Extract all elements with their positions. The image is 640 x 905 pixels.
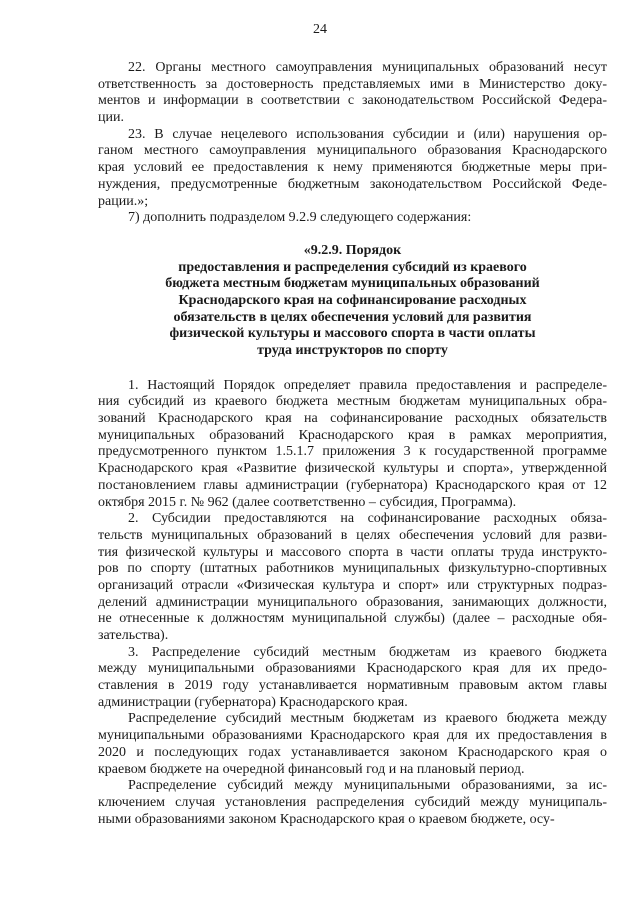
title-line: физической культуры и массового спорта в части оплаты bbox=[169, 326, 536, 342]
title-line: предоставления и распределения субсидий из краевого bbox=[178, 259, 527, 275]
bottom-paragraphs bbox=[98, 378, 607, 829]
paragraph bbox=[98, 378, 607, 512]
text-line: предусмотренного пунктом 1.5.1.7 приложения 3 к государственной программе bbox=[98, 444, 607, 460]
text-line: между муниципальными образованиями Краснодарского края для их предо- bbox=[98, 661, 607, 677]
paragraph bbox=[98, 60, 607, 127]
title-line: бюджета местным бюджетам муниципальных образований bbox=[165, 276, 540, 292]
text-line: постановлением главы администрации (губернатора) Краснодарского края от 12 bbox=[98, 477, 607, 493]
text-line: зательства). bbox=[98, 628, 169, 643]
title-line: «9.2.9. Порядок bbox=[303, 242, 402, 258]
top-paragraphs bbox=[98, 60, 607, 227]
text-line: не отнесенные к должностям муниципальной службы) (далее – расходные обя- bbox=[98, 611, 607, 627]
paragraph bbox=[98, 210, 607, 227]
text-line: ставления в 2019 году устанавливается нормативным правовым актом главы bbox=[98, 678, 607, 694]
text-line: ния субсидий из краевого бюджета местным бюджетам муниципальных обра- bbox=[98, 394, 607, 410]
text-line: ными образованиями законом Краснодарского края о краевом бюджете, осу- bbox=[98, 811, 555, 827]
document-body bbox=[98, 60, 607, 828]
text-line: ганом местного самоуправления муниципального образования Краснодарского bbox=[98, 143, 607, 159]
text-line: ключением случая установления распределения субсидий между муниципаль- bbox=[98, 794, 607, 810]
title-line: труда инструкторов по спорту bbox=[257, 343, 448, 358]
text-line: муниципальными образованиями Краснодарского края для их предоставления в bbox=[98, 728, 607, 744]
text-line: 2020 и последующих годах устанавливается законом Краснодарского края о bbox=[98, 744, 607, 760]
text-line: ментов и информации в соответствии с законодательством Российской Федера- bbox=[98, 93, 607, 109]
title-line: Краснодарского края на софинансирование расходных bbox=[178, 292, 527, 308]
text-line: тия физической культуры и массового спорта в части оплаты труда инструкто- bbox=[98, 544, 607, 560]
text-line: организаций отрасли «Физическая культура и спорт» или структурных подраз- bbox=[98, 577, 607, 593]
paragraph bbox=[98, 127, 607, 210]
text-line: ров по спорту (штатных работников муниципальных физкультурно-спортивных bbox=[98, 561, 607, 577]
text-line: муниципальных образований Краснодарского края в рамках мероприятия, bbox=[98, 427, 607, 443]
text-line: Распределение субсидий между муниципальными образованиями, за ис- bbox=[128, 778, 607, 794]
text-line: краевом бюджете на очередной финансовый год и на плановый период. bbox=[98, 761, 525, 777]
text-line: нуждения, предусмотренные бюджетным законодательством Российской Феде- bbox=[98, 176, 607, 192]
text-line: администрации (губернатора) Краснодарского края. bbox=[98, 694, 408, 710]
text-line: Краснодарского края «Развитие физической культуры и спорта», утвержденной bbox=[98, 461, 607, 477]
paragraph bbox=[98, 711, 607, 778]
text-line: зований Краснодарского края на софинансирование расходных обязательств bbox=[98, 411, 607, 427]
text-line: 7) дополнить подразделом 9.2.9 следующего содержания: bbox=[128, 210, 472, 226]
paragraph bbox=[98, 778, 607, 828]
paragraph bbox=[98, 511, 607, 645]
text-line: ции. bbox=[98, 110, 124, 126]
text-line: 3. Распределение субсидий местным бюджетам из краевого бюджета bbox=[128, 644, 607, 660]
text-line: октября 2015 г. № 962 (далее соответственно – субсидия, Программа). bbox=[98, 494, 517, 510]
text-line: рации.»; bbox=[98, 193, 149, 209]
text-line: делений администрации муниципального образования, занимающих должности, bbox=[98, 594, 607, 610]
page-number: 24 bbox=[313, 22, 327, 37]
text-line: 23. В случае нецелевого использования субсидии и (или) нарушения ор- bbox=[128, 126, 607, 142]
text-line: ответственность за достоверность представляемых ими в Министерство доку- bbox=[98, 76, 607, 92]
text-line: тельств муниципальных образований в целях обеспечения условий для разви- bbox=[98, 527, 607, 543]
text-line: 1. Настоящий Порядок определяет правила предоставления и распределе- bbox=[128, 377, 607, 393]
text-line: 2. Субсидии предоставляются на софинансирование расходных обяза- bbox=[128, 511, 607, 527]
text-line: края условий ее предоставления к нему применяются бюджетные меры при- bbox=[98, 160, 607, 176]
text-line: 22. Органы местного самоуправления муниципальных образований несут bbox=[128, 60, 607, 75]
section-title bbox=[98, 243, 607, 360]
text-line: Распределение субсидий местным бюджетам из краевого бюджета между bbox=[128, 711, 607, 727]
paragraph bbox=[98, 645, 607, 712]
title-line: обязательств в целях обеспечения условий для развития bbox=[173, 309, 532, 325]
